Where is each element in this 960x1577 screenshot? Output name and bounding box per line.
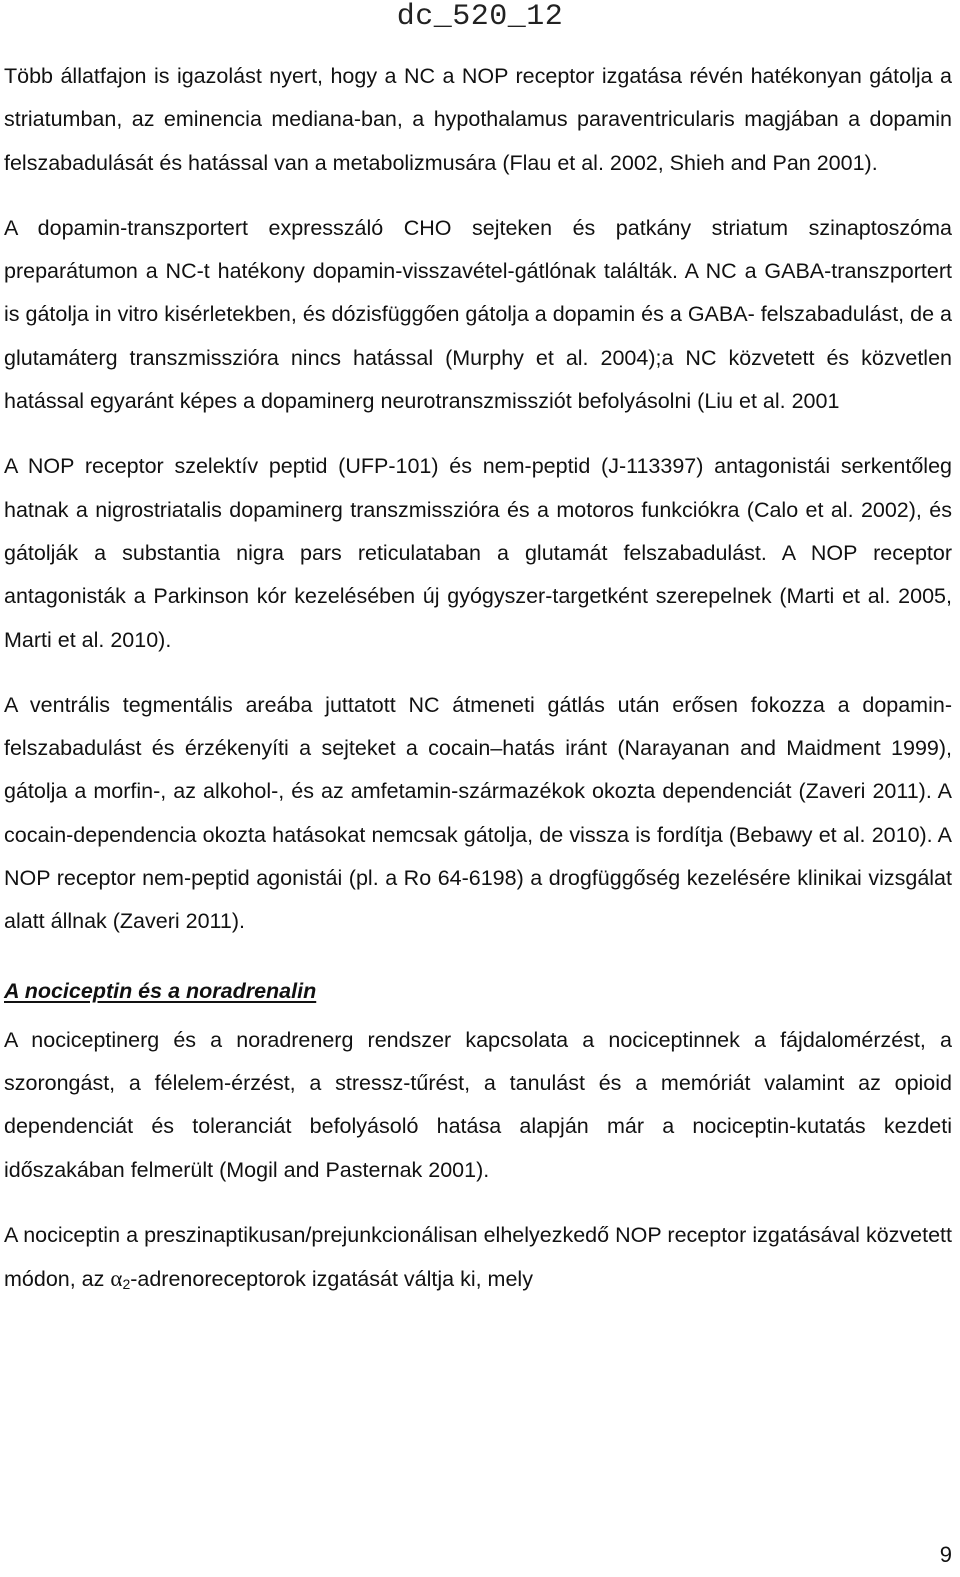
paragraph-nociceptinergic-noradrenergic: A nociceptinerg és a noradrenerg rendszer kapcsolata a nociceptinnek a fájdalomérzést, a szorongást, a félelem-érzést, a stressz-tűrést, a tanulást és a memóriát valamint az opioid dependenciát és toleranciát befolyásoló hatása alapján már a nociceptin-kutatás kezdeti időszakában felmerült (Mogil and Pasternak 2001). bbox=[4, 1027, 952, 1182]
paragraph-presynaptic-nop bbox=[4, 1214, 952, 1307]
document-id: dc_520_12 bbox=[396, 0, 564, 34]
paragraph-text-end: -adrenoreceptorok izgatását váltja ki, mely bbox=[130, 1267, 533, 1292]
paragraph-text-start: A nociceptin a preszinaptikusan/prejunkcionálisan elhelyezkedő NOP receptor izgatásával közvetett módon, az bbox=[4, 1222, 952, 1292]
paragraph-nop-dopamine-release: Több állatfajon is igazolást nyert, hogy a NC a NOP receptor izgatása révén hatékonyan gátolja a striatumban, az eminencia mediana-ban, a hypothalamus paraventricularis magjában a dopamin felszabadulását és hatással van a metabolizmusára (Flau et al. 2002, Shieh and Pan 2001). bbox=[4, 64, 952, 175]
section-heading: A nociceptin és a noradrenalin bbox=[4, 978, 317, 1003]
paragraph-nop-antagonists: A NOP receptor szelektív peptid (UFP-101) és nem-peptid (J-113397) antagonistái serkentőleg hatnak a nigrostriatalis dopaminerg transzmisszióra és a motoros funkciókra (Calo et al. 2002), és gátolják a substantia nigra pars reticulataban a glutamát felszabadulást. A NOP receptor antagonisták a Parkinson kór kezelésében új gyógyszer-targetként szerepelnek (Marti et al. 2005, Marti et al. 2010). bbox=[4, 454, 952, 652]
alpha-subscript: 2 bbox=[122, 1276, 131, 1293]
page-number: 9 bbox=[939, 1542, 952, 1567]
paragraph-dopamine-transporter: A dopamin-transzportert expresszáló CHO sejteken és patkány striatum szinaptoszóma preparátumon a NC-t hatékony dopamin-visszavétel-gátlónak találták. A NC a GABA-transzportert is gátolja in vitro kisérletekben, és dózisfüggően gátolja a dopamin és a GABA- felszabadulást, de a glutamáterg transzmisszióra nincs hatással (Murphy et al. 2004);a NC közvetett és közvetlen hatással egyaránt képes a dopaminerg neurotranszmissziót befolyásolni (Liu et al. 2001 bbox=[4, 215, 952, 414]
document-body bbox=[4, 55, 952, 1306]
alpha-symbol: α bbox=[110, 1266, 123, 1292]
paragraph-ventral-tegmental-area: A ventrális tegmentális areába juttatott NC átmeneti gátlás után erősen fokozza a dopamin-felszabadulást és érzékenyíti a sejteket a cocain–hatás iránt (Narayanan and Maidment 1999), gátolja a morfin-, az alkohol-, és az amfetamin-származékok okozta dependenciát (Zaveri 2011). A cocain-dependencia okozta hatásokat nemcsak gátolja, de vissza is fordítja (Bebawy et al. 2010). A NOP receptor nem-peptid agonistái (pl. a Ro 64-6198) a drogfüggőség kezelésére klinikai vizsgálat alatt állnak (Zaveri 2011). bbox=[4, 692, 952, 934]
